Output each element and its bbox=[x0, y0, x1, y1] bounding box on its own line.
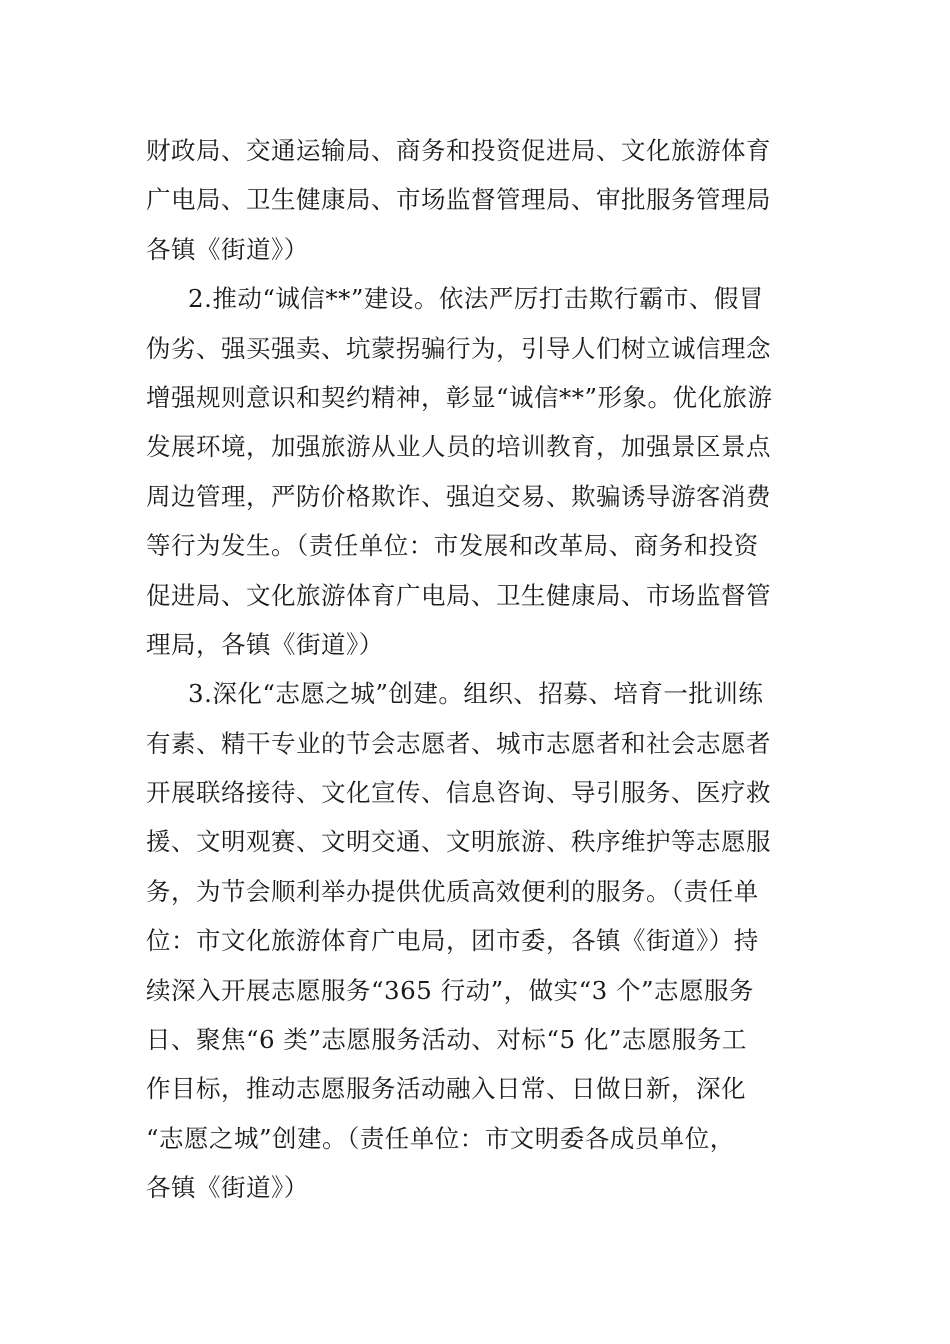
text-line: 务，为节会顺利举办提供优质高效便利的服务。（责任单 bbox=[146, 876, 759, 906]
text-line: 各镇《街道》） bbox=[146, 1173, 309, 1203]
text-line: 等行为发生。（责任单位：市发展和改革局、商务和投资 bbox=[146, 531, 759, 561]
text-line: 理局，各镇《街道》） bbox=[146, 629, 384, 659]
text-line: 财政局、交通运输局、商务和投资促进局、文化旅游体育 bbox=[146, 136, 771, 165]
text-line: 作目标，推动志愿服务活动融入日常、日做日新，深化 bbox=[146, 1074, 746, 1104]
text-line: 有素、精干专业的节会志愿者、城市志愿者和社会志愿者 bbox=[146, 728, 771, 758]
text-line: 广电局、卫生健康局、市场监督管理局、审批服务管理局 bbox=[146, 185, 771, 215]
text-line: 发展环境，加强旅游从业人员的培训教育，加强景区景点 bbox=[146, 432, 771, 462]
text-line: 伪劣、强买强卖、坑蒙拐骗行为，引导人们树立诚信理念 bbox=[146, 333, 771, 363]
text-line: 2.推动“诚信**”建设。依法严厉打击欺行霸市、假冒 bbox=[188, 284, 764, 314]
text-line: 位：市文化旅游体育广电局，团市委，各镇《街道》）持 bbox=[146, 926, 759, 956]
text-line: “志愿之城”创建。（责任单位：市文明委各成员单位， bbox=[146, 1123, 735, 1153]
text-line: 援、文明观赛、文明交通、文明旅游、秩序维护等志愿服 bbox=[146, 827, 771, 857]
text-line: 3.深化“志愿之城”创建。组织、招募、培育一批训练 bbox=[188, 679, 764, 709]
text-line: 开展联络接待、文化宣传、信息咨询、导引服务、医疗救 bbox=[146, 778, 771, 808]
text-line: 续深入开展志愿服务“365 行动”，做实“3 个”志愿服务 bbox=[146, 975, 755, 1005]
text-line: 周边管理，严防价格欺诈、强迫交易、欺骗诱导游客消费 bbox=[146, 481, 771, 511]
text-line: 各镇《街道》） bbox=[146, 234, 309, 264]
text-line: 日、聚焦“6 类”志愿服务活动、对标“5 化”志愿服务工 bbox=[146, 1025, 747, 1055]
text-line: 增强规则意识和契约精神，彰显“诚信**”形象。优化旅游 bbox=[146, 382, 773, 412]
text-line: 促进局、文化旅游体育广电局、卫生健康局、市场监督管 bbox=[146, 580, 771, 610]
document-body bbox=[146, 126, 818, 1213]
